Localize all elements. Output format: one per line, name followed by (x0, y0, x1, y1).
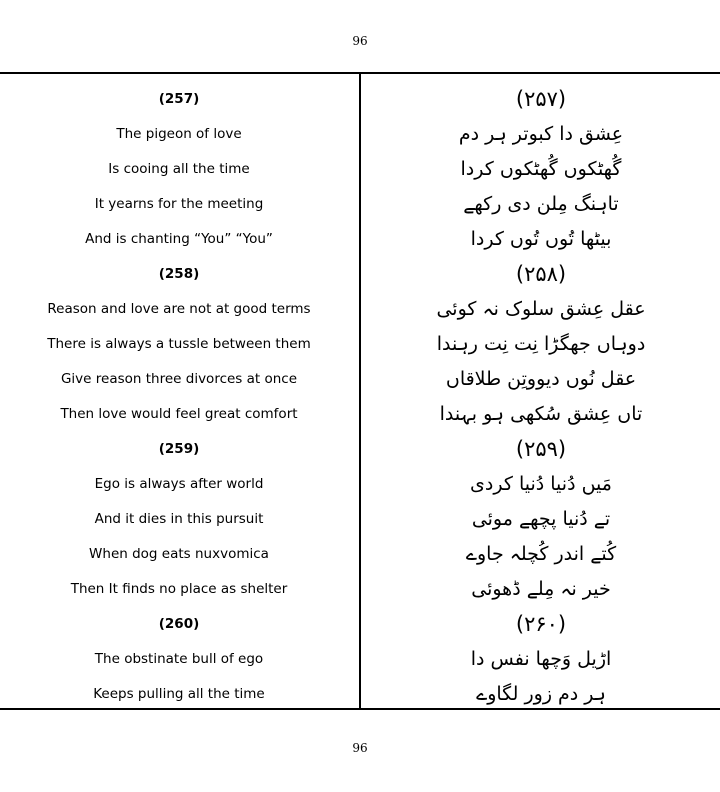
english-verse-number: (259) (158, 440, 200, 457)
urdu-line: تے دُنیا پچھے موئی (471, 507, 611, 530)
urdu-line: تاہنگ مِلن دی رکھے (463, 192, 619, 215)
page-number-top: 96 (352, 34, 368, 48)
urdu-line: اڑیل وَچھا نفس دا (470, 647, 612, 670)
english-line: And it dies in this pursuit (94, 510, 264, 527)
english-verse-number: (257) (158, 90, 200, 107)
english-line: Then love would feel great comfort (60, 405, 298, 422)
english-column (0, 81, 358, 711)
english-line: The obstinate bull of ego (94, 650, 264, 667)
urdu-line: عقل عِشق سلوک نہ کوئی (436, 297, 646, 320)
urdu-line: تاں عِشق سُکھی ہو بہندا (439, 402, 643, 425)
urdu-line: دوہاں جھگڑا نِت نِت رہندا (436, 332, 646, 355)
english-line: Reason and love are not at good terms (47, 300, 311, 317)
urdu-verse-number: (۲۵۷) (515, 86, 567, 111)
urdu-line: عِشق دا کبوتر ہر دم (458, 122, 624, 145)
english-line: Ego is always after world (94, 475, 264, 492)
english-line: And is chanting “You” “You” (85, 230, 273, 247)
urdu-line: گُھٹکوں گُھٹکوں کردا (460, 157, 622, 180)
poem-table (0, 72, 720, 710)
urdu-verse-number: (۲۶۰) (515, 611, 567, 636)
urdu-verse-number: (۲۵۸) (515, 261, 567, 286)
urdu-line: خیر نہ مِلے ڈھوئی (471, 577, 611, 600)
urdu-column (362, 81, 720, 711)
english-verse-number: (258) (158, 265, 200, 282)
column-divider (359, 74, 361, 708)
urdu-line: ہر دم زور لگاوے (476, 682, 606, 705)
english-verse-number: (260) (158, 615, 200, 632)
english-line: Is cooing all the time (108, 160, 250, 177)
english-line: Then It finds no place as shelter (70, 580, 288, 597)
urdu-line: مَیں دُنیا دُنیا کردی (470, 472, 612, 495)
page-number-bottom: 96 (352, 741, 368, 755)
english-line: It yearns for the meeting (94, 195, 264, 212)
english-line: The pigeon of love (116, 125, 242, 142)
english-line: Keeps pulling all the time (93, 685, 265, 702)
urdu-line: کُتے اندر کُچلہ جاوے (465, 542, 617, 565)
english-line: Give reason three divorces at once (60, 370, 298, 387)
english-line: There is always a tussle between them (47, 335, 311, 352)
urdu-line: عقل نُوں دیووتِن طلاقاں (445, 367, 637, 390)
urdu-line: بیٹھا تُوں تُوں کردا (470, 227, 612, 250)
urdu-verse-number: (۲۵۹) (515, 436, 567, 461)
english-line: When dog eats nuxvomica (89, 545, 269, 562)
